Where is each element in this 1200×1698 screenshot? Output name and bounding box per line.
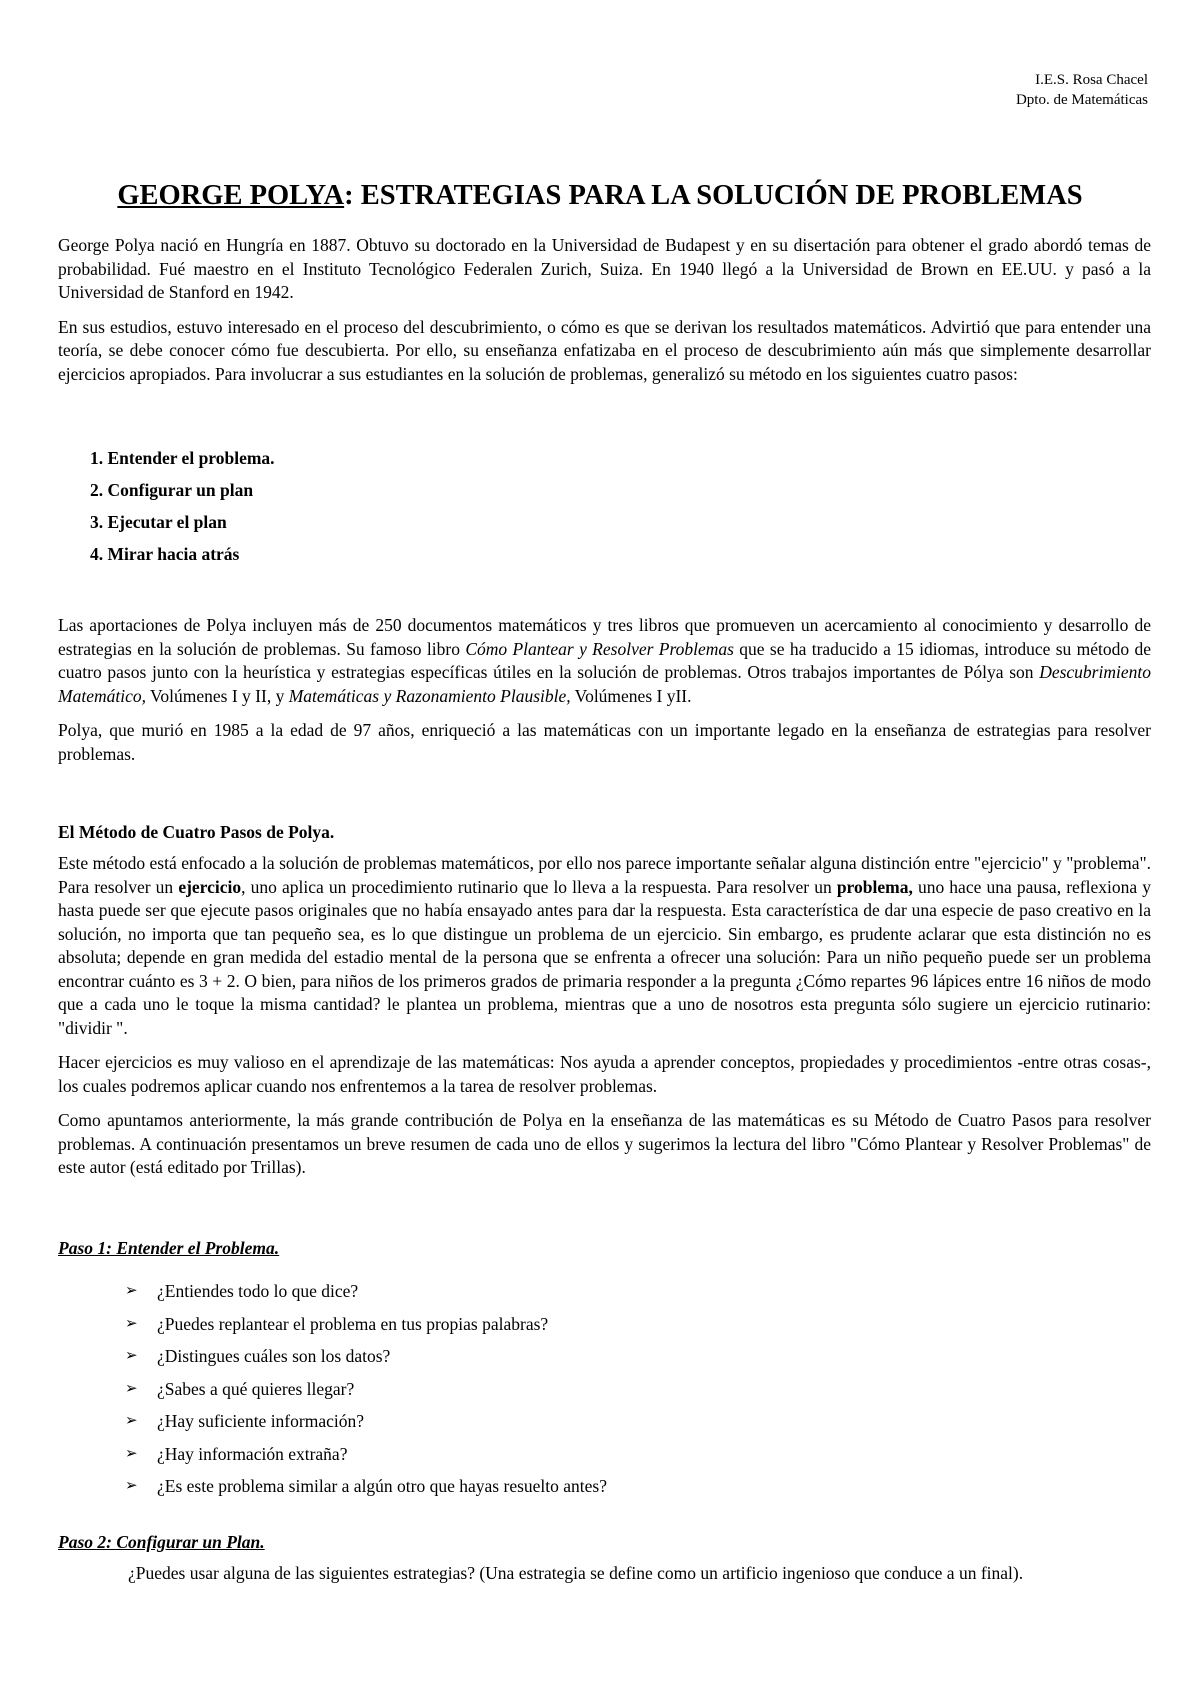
list-item	[125, 1279, 607, 1312]
school-name: I.E.S. Rosa Chacel	[1035, 72, 1148, 88]
step-item: 3. Ejecutar el plan	[90, 512, 227, 532]
question-text: ¿Sabes a qué quieres llegar?	[157, 1378, 355, 1399]
term-problema: problema,	[836, 876, 913, 897]
text-run: uno hace una pausa, reflexiona y hasta puede ser que ejecute pasos originales que no había ensayado antes para dar la respuesta. Esta característica de dar una especie de paso creativo en la solución, no importa que tan pequeño sea, es lo que distingue un problema de un ejercicio. Sin embargo, es prudente aclarar que esta distinción no es absoluta; depende en gran medida del estadio mental de la persona que se enfrenta a ofrecer una solución: Para un niño pequeño puede ser un problema encontrar cuánto es 3 + 2. O bien, para niños de los primeros grados de primaria responder a la pregunta ¿Cómo repartes 96 lápices entre 16 niños de modo que a cada uno le toque la misma cantidad? le plantea un problema, mientras que a uno de nosotros esta pregunta sólo sugiere un ejercicio rutinario: "dividir ".	[58, 876, 1151, 1038]
paso-2-paragraph: ¿Puedes usar alguna de las siguientes estrategias? (Una estrategia se define como un artificio ingenioso que conduce a un final).	[128, 1563, 1024, 1583]
method-heading: El Método de Cuatro Pasos de Polya.	[58, 822, 335, 842]
document-title	[0, 180, 1200, 212]
arrow-bullet-icon: ➢	[125, 1445, 138, 1462]
method-paragraph-1	[58, 852, 1151, 1040]
title-rest: : ESTRATEGIAS PARA LA SOLUCIÓN DE PROBLEMAS	[344, 180, 1083, 211]
intro-paragraph-1: George Polya nació en Hungría en 1887. Obtuvo su doctorado en la Universidad de Budapest y en su disertación para obtener el grado abordó temas de probabilidad. Fué maestro en el Instituto Tecnológico Federalen Zurich, Suiza. En 1940 llegó a la Universidad de Brown en EE.UU. y pasó a la Universidad de Stanford en 1942.	[58, 235, 1151, 302]
list-item	[125, 1377, 607, 1410]
method-paragraph-3: Como apuntamos anteriormente, la más grande contribución de Polya en la enseñanza de las matemáticas es su Método de Cuatro Pasos para resolver problemas. A continuación presentamos un breve resumen de cada uno de ellos y sugerimos la lectura del libro "Cómo Plantear y Resolver Problemas" de este autor (está editado por Trillas).	[58, 1110, 1151, 1177]
step-item: 1. Entender el problema.	[90, 448, 275, 468]
question-text: ¿Hay información extraña?	[157, 1443, 348, 1464]
term-ejercicio: ejercicio	[178, 876, 242, 897]
list-item	[125, 1474, 607, 1507]
contributions-paragraph	[58, 614, 1151, 708]
arrow-bullet-icon: ➢	[125, 1413, 138, 1429]
paso-1-questions	[125, 1279, 607, 1507]
method-section	[58, 852, 1151, 1180]
method-paragraph-2: Hacer ejercicios es muy valioso en el aprendizaje de las matemáticas: Nos ayuda a aprender conceptos, propiedades y procedimientos -entre otras cosas-, los cuales podremos aplicar cuando nos enfrentemos a la tarea de resolver problemas.	[58, 1052, 1151, 1096]
intro-paragraph-2: En sus estudios, estuvo interesado en el proceso del descubrimiento, o cómo es que se derivan los resultados matemáticos. Advirtió que para entender una teoría, se debe conocer cómo fue descubierta. Por ello, su enseñanza enfatizaba en el proceso de descubrimiento aún más que simplemente desarrollar ejercicios apropiados. Para involucrar a sus estudiantes en la solución de problemas, generalizó su método en los siguientes cuatro pasos:	[58, 316, 1151, 384]
legacy-paragraph: Polya, que murió en 1985 a la edad de 97 años, enriqueció a las matemáticas con un importante legado en la enseñanza de estrategias para resolver problemas.	[58, 720, 1151, 764]
paso-2-section	[58, 1562, 1151, 1586]
question-text: ¿Entiendes todo lo que dice?	[157, 1281, 359, 1301]
department-name: Dpto. de Matemáticas	[1015, 92, 1148, 108]
title-author: GEORGE POLYA	[117, 180, 345, 211]
list-item	[125, 1312, 607, 1345]
question-text: ¿Hay suficiente información?	[157, 1411, 364, 1431]
step-item: 2. Configurar un plan	[90, 480, 254, 500]
contributions-section	[58, 614, 1151, 766]
text-run: Este método está enfocado a la solución de problemas matemáticos, por ello nos parece importante señalar alguna distinción entre "ejercicio" y "problema". Para resolver un	[58, 853, 1151, 897]
book-title: Matemáticas y Razonamiento Plausible,	[288, 685, 571, 706]
arrow-bullet-icon: ➢	[125, 1478, 138, 1494]
step-item: 4. Mirar hacia atrás	[90, 544, 240, 564]
page-header	[1016, 70, 1148, 110]
text-run: Volúmenes I y II, y	[145, 685, 289, 706]
book-title: Descubrimiento Matemático,	[58, 662, 1151, 706]
text-run: , uno aplica un procedimiento rutinario que lo lleva a la respuesta. Para resolver un	[241, 876, 837, 897]
question-text: ¿Puedes replantear el problema en tus propias palabras?	[157, 1313, 549, 1334]
list-item	[125, 1344, 607, 1377]
arrow-bullet-icon: ➢	[125, 1380, 138, 1397]
intro-section	[58, 234, 1151, 386]
four-steps-list	[90, 446, 275, 574]
book-title: Cómo Plantear y Resolver Problemas	[465, 638, 734, 659]
text-run: que se ha traducido a 15 idiomas, introduce su método de cuatro pasos junto con la heurística y estrategias específicas útiles en la solución de problemas. Otros trabajos importantes de Pólya son	[58, 638, 1151, 682]
list-item	[125, 1409, 607, 1442]
text-run: Volúmenes I yII.	[570, 685, 692, 706]
list-item	[125, 1442, 607, 1475]
question-text: ¿Es este problema similar a algún otro que hayas resuelto antes?	[157, 1476, 607, 1496]
paso-2-heading: Paso 2: Configurar un Plan.	[58, 1532, 265, 1552]
arrow-bullet-icon: ➢	[125, 1315, 138, 1332]
text-run: Las aportaciones de Polya incluyen más de 250 documentos matemáticos y tres libros que promueven un acercamiento al conocimiento y desarrollo de estrategias en la solución de problemas. Su famoso libro	[58, 615, 1151, 659]
arrow-bullet-icon: ➢	[125, 1283, 138, 1299]
arrow-bullet-icon: ➢	[125, 1348, 138, 1364]
question-text: ¿Distingues cuáles son los datos?	[157, 1346, 391, 1366]
paso-1-heading: Paso 1: Entender el Problema.	[58, 1238, 280, 1258]
